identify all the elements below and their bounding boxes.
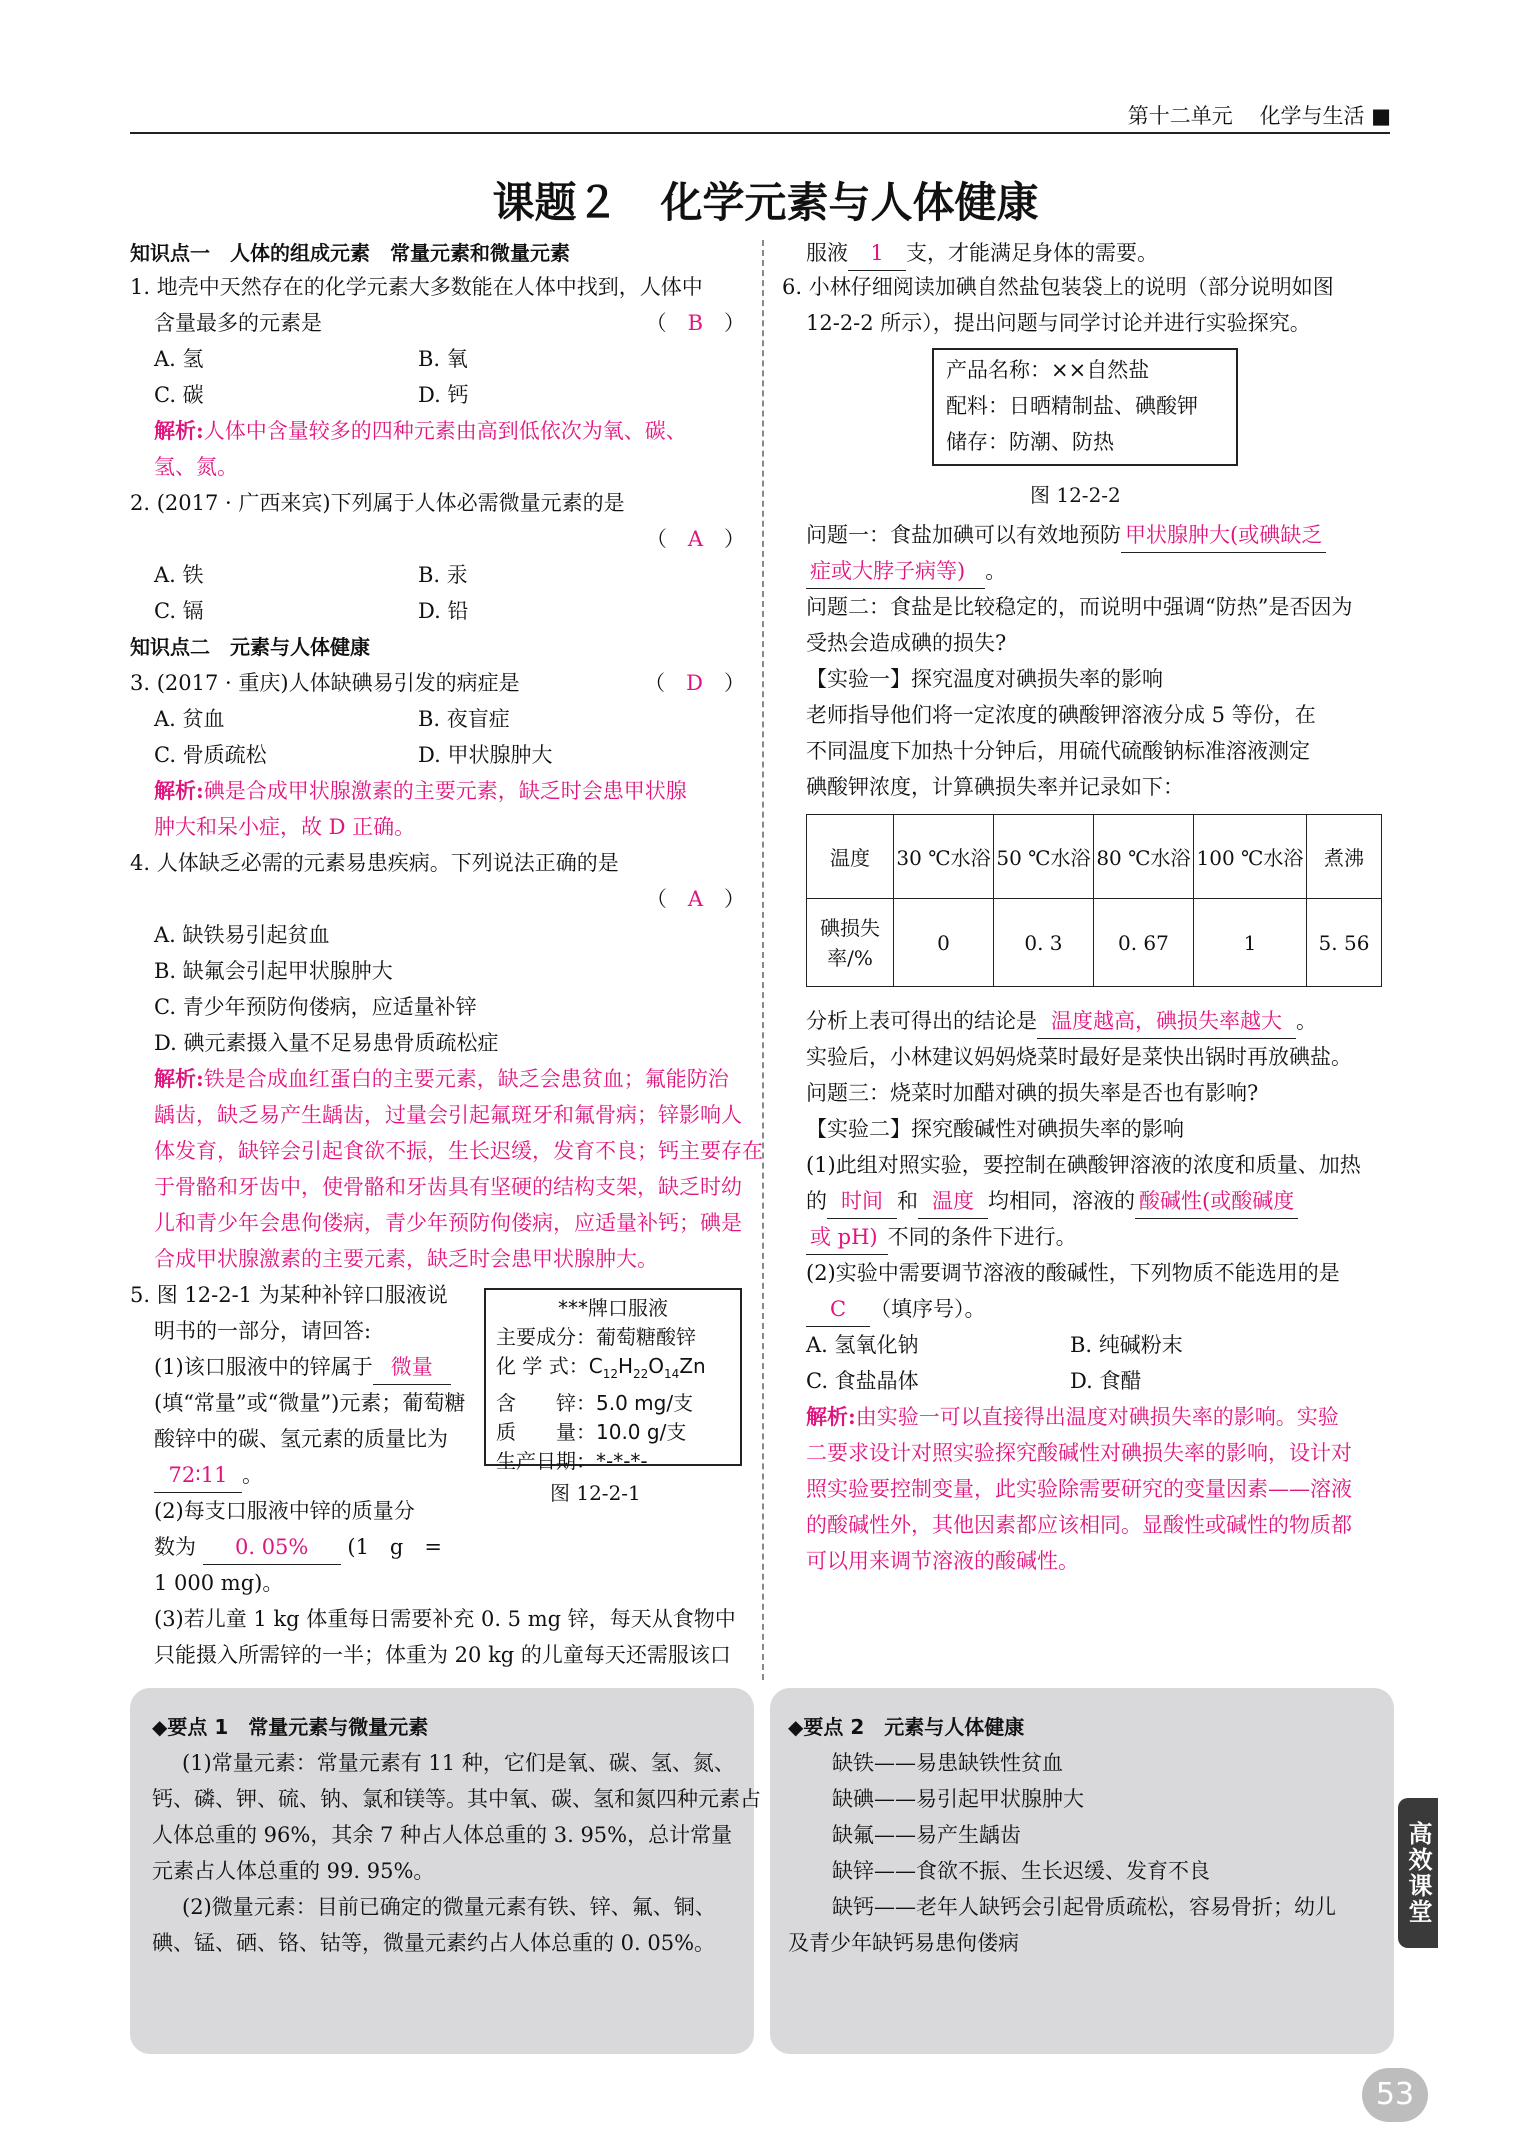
q4-explanation-label: 解析: bbox=[154, 1066, 204, 1091]
key-point-2-line1: 缺铁——易患缺铁性贫血 bbox=[832, 1751, 1063, 1775]
q4-explanation-line5: 儿和青少年会患佝偻病，青少年预防佝偻病，应适量补钙；碘是 bbox=[154, 1211, 742, 1235]
conclusion-answer: 温度越高，碘损失率越大 bbox=[1037, 1004, 1296, 1039]
q5-part1-line2: (填“常量”或“微量”)元素；葡萄糖 bbox=[154, 1391, 466, 1415]
q6-stem-line2: 12-2-2 所示），提出问题与同学讨论并进行实验探究。 bbox=[806, 311, 1311, 335]
q3-option-b: B. 夜盲症 bbox=[418, 707, 510, 731]
page-number-text: 53 bbox=[1375, 2077, 1415, 2112]
exp2-option-c: C. 食盐晶体 bbox=[806, 1369, 919, 1393]
oral-liquid-label-box bbox=[484, 1288, 742, 1473]
iodine-loss-table bbox=[806, 814, 1382, 987]
salt-label-row3: 储存：防潮、防热 bbox=[946, 430, 1114, 454]
table-row bbox=[807, 899, 1382, 987]
experiment-one-line3: 碘酸钾浓度，计算碘损失率并记录如下： bbox=[806, 775, 1184, 799]
header-unit: 第十二单元 bbox=[1127, 104, 1233, 128]
q1-option-c: C. 碳 bbox=[154, 383, 204, 407]
q5-answer-3: 0. 05% bbox=[203, 1530, 341, 1565]
problem-one-answer-part2: 症或大脖子病等) bbox=[806, 554, 985, 589]
q4-option-a: A. 缺铁易引起贫血 bbox=[154, 923, 330, 947]
label-box-formula-a: 化 学 式：C bbox=[496, 1354, 603, 1378]
q5-part1-line3: 酸锌中的碳、氢元素的质量比为 bbox=[154, 1427, 448, 1451]
conclusion-text: 分析上表可得出的结论是 bbox=[806, 1009, 1037, 1033]
q6-explanation-line3: 照实验要控制变量，此实验除需要研究的变量因素——溶液 bbox=[806, 1477, 1352, 1501]
q5-part3-line1: (3)若儿童 1 kg 体重每日需要补充 0. 5 mg 锌，每天从食物中 bbox=[154, 1607, 736, 1631]
q3-explanation-line1 bbox=[154, 774, 687, 808]
q2-answer: A bbox=[687, 527, 703, 551]
table-row-label-line2: 率/% bbox=[827, 945, 873, 970]
q4-stem: 4. 人体缺乏必需的元素易患疾病。下列说法正确的是 bbox=[130, 851, 619, 875]
exp2-option-a: A. 氢氧化钠 bbox=[806, 1333, 919, 1357]
q5-line1: 5. 图 12-2-1 为某种补锌口服液说 bbox=[130, 1283, 448, 1307]
experiment-two-line1: (1)此组对照实验，要控制在碘酸钾溶液的浓度和质量、加热 bbox=[806, 1153, 1361, 1177]
table-header-30: 30 ℃水浴 bbox=[894, 815, 994, 899]
q6-explanation-line2: 二要求设计对照实验探究酸碱性对碘损失率的影响，设计对 bbox=[806, 1441, 1352, 1465]
q4-explanation-line2: 龋齿，缺乏易产生龋齿，过量会引起氟斑牙和氟骨病；锌影响人 bbox=[154, 1103, 742, 1127]
conclusion-end: 。 bbox=[1296, 1009, 1317, 1033]
q2-answer-bracket: （ A ） bbox=[645, 527, 745, 551]
label-box-row1: 主要成分：葡萄糖酸锌 bbox=[496, 1325, 696, 1349]
exp2-text-5: （填序号）。 bbox=[870, 1297, 986, 1321]
q6-explanation-line4: 的酸碱性外，其他因素都应该相同。显酸性或碱性的物质都 bbox=[806, 1513, 1352, 1537]
q2-option-d: D. 铅 bbox=[418, 599, 469, 623]
side-tab bbox=[1398, 1798, 1438, 1948]
side-tab-label: 高效课堂 bbox=[1404, 1821, 1432, 1925]
q3-explanation-line2: 肿大和呆小症，故 D 正确。 bbox=[154, 815, 416, 839]
problem-one-text: 问题一：食盐加碘可以有效地预防 bbox=[806, 523, 1121, 547]
exp2-text-3: 均相同，溶液的 bbox=[988, 1189, 1135, 1213]
label-box-row3: 含 锌：5.0 mg/支 bbox=[496, 1391, 694, 1415]
label-box-title: ***牌口服液 bbox=[558, 1296, 668, 1320]
q4-option-b: B. 缺氟会引起甲状腺肿大 bbox=[154, 959, 393, 983]
table-header-boiling: 煮沸 bbox=[1307, 815, 1382, 899]
experiment-two-line3 bbox=[806, 1220, 1077, 1255]
q6-explanation-text1: 由实验一可以直接得出温度对碘损失率的影响。实验 bbox=[855, 1405, 1339, 1429]
table-cell: 0. 67 bbox=[1093, 899, 1193, 987]
column-divider bbox=[762, 240, 764, 1680]
exp2-text-4: 不同的条件下进行。 bbox=[887, 1225, 1077, 1249]
table-header-row bbox=[807, 815, 1382, 899]
q1-option-a: A. 氢 bbox=[154, 347, 204, 371]
exp2-answer-c: C bbox=[806, 1292, 870, 1327]
key-point-box-2 bbox=[770, 1688, 1394, 2054]
experiment-one-title: 【实验一】探究温度对碘损失率的影响 bbox=[806, 667, 1163, 691]
q2-option-c: C. 镉 bbox=[154, 599, 204, 623]
salt-label-box bbox=[932, 348, 1238, 466]
knowledge-point-1: 知识点一 人体的组成元素 常量元素和微量元素 bbox=[130, 241, 570, 265]
problem-one-answer-part1: 甲状腺肿大(或碘缺乏 bbox=[1121, 518, 1326, 553]
q4-option-c: C. 青少年预防佝偻病，应适量补锌 bbox=[154, 995, 477, 1019]
problem-two-line2: 受热会造成碘的损失? bbox=[806, 631, 1007, 655]
q1-answer-bracket: （ B ） bbox=[645, 311, 745, 335]
experiment-two-line2 bbox=[806, 1184, 1298, 1219]
q5-part2-line2 bbox=[154, 1530, 442, 1565]
q5-part3-continued bbox=[806, 236, 1158, 271]
table-cell: 0. 3 bbox=[993, 899, 1093, 987]
q2-option-b: B. 汞 bbox=[418, 563, 468, 587]
key-point-1-line2: 钙、磷、钾、硫、钠、氯和镁等。其中氧、碳、氢和氮四种元素占 bbox=[152, 1787, 761, 1811]
label-box-row5: 生产日期：*-*-*- bbox=[496, 1449, 648, 1473]
q1-option-b: B. 氧 bbox=[418, 347, 468, 371]
key-point-2-line5: 缺钙——老年人缺钙会引起骨质疏松，容易骨折；幼儿 bbox=[832, 1895, 1336, 1919]
key-point-2-line4: 缺锌——食欲不振、生长迟缓、发育不良 bbox=[832, 1859, 1210, 1883]
q5-line2: 明书的一部分，请回答: bbox=[154, 1319, 372, 1343]
key-point-2-line2: 缺碘——易引起甲状腺肿大 bbox=[832, 1787, 1084, 1811]
header-rule bbox=[130, 132, 1390, 134]
q3-explanation-label: 解析: bbox=[154, 778, 204, 803]
q3-option-c: C. 骨质疏松 bbox=[154, 743, 267, 767]
q3-stem: 3. (2017 · 重庆)人体缺碘易引发的病症是 bbox=[130, 671, 520, 695]
q3-option-a: A. 贫血 bbox=[154, 707, 225, 731]
exp2-answer-time: 时间 bbox=[827, 1184, 897, 1219]
header-subject: 化学与生活 bbox=[1259, 104, 1365, 128]
problem-one-line1 bbox=[806, 518, 1326, 553]
q4-explanation-text1: 铁是合成血红蛋白的主要元素，缺乏会患贫血；氟能防治 bbox=[203, 1067, 729, 1091]
problem-one-line2 bbox=[806, 554, 1006, 589]
problem-two-line1: 问题二：食盐是比较稳定的，而说明中强调“防热”是否因为 bbox=[806, 595, 1353, 619]
key-point-2-line3: 缺氟——易产生龋齿 bbox=[832, 1823, 1021, 1847]
q5-part1-text-a: (1)该口服液中的锌属于 bbox=[154, 1355, 373, 1379]
q5-part1-line1 bbox=[154, 1350, 451, 1385]
figure-caption-12-2-1: 图 12-2-1 bbox=[550, 1481, 641, 1505]
salt-label-row2: 配料：日晒精制盐、碘酸钾 bbox=[946, 394, 1198, 418]
page-number bbox=[1362, 2068, 1428, 2122]
problem-three-line: 问题三：烧菜时加醋对碘的损失率是否也有影响? bbox=[806, 1081, 1259, 1105]
key-point-1-line5: (2)微量元素：目前已确定的微量元素有铁、锌、氟、铜、 bbox=[182, 1895, 716, 1919]
q1-explanation-text1: 人体中含量较多的四种元素由高到低依次为氧、碳、 bbox=[203, 419, 687, 443]
q4-explanation-line6: 合成甲状腺激素的主要元素，缺乏时会患甲状腺肿大。 bbox=[154, 1247, 658, 1271]
key-point-1-line4: 元素占人体总重的 99. 95%。 bbox=[152, 1859, 435, 1883]
exp2-text-2: 和 bbox=[897, 1189, 918, 1213]
q6-explanation-label: 解析: bbox=[806, 1404, 856, 1429]
experiment-one-line1: 老师指导他们将一定浓度的碘酸钾溶液分成 5 等份，在 bbox=[806, 703, 1316, 727]
q4-option-d: D. 碘元素摄入量不足易患骨质疏松症 bbox=[154, 1031, 499, 1055]
q5-part1-text-d: 。 bbox=[242, 1463, 263, 1487]
q1-explanation-line2: 氢、氮。 bbox=[154, 455, 238, 479]
key-point-2-line6: 及青少年缺钙易患佝偻病 bbox=[788, 1931, 1019, 1955]
label-box-formula-b: Zn bbox=[679, 1354, 706, 1378]
q1-explanation-line1 bbox=[154, 414, 687, 448]
knowledge-point-2: 知识点二 元素与人体健康 bbox=[130, 635, 370, 659]
experiment-one-line2: 不同温度下加热十分钟后，用硫代硫酸钠标准溶液测定 bbox=[806, 739, 1310, 763]
q5-part2-line1: (2)每支口服液中锌的质量分 bbox=[154, 1499, 415, 1523]
q6-stem-line1: 6. 小林仔细阅读加碘自然盐包装袋上的说明（部分说明如图 bbox=[782, 275, 1334, 299]
q6-explanation-line1 bbox=[806, 1400, 1339, 1434]
q5-answer-4: 1 bbox=[848, 236, 906, 271]
table-header-100: 100 ℃水浴 bbox=[1193, 815, 1306, 899]
q3-option-d: D. 甲状腺肿大 bbox=[418, 743, 553, 767]
q3-answer: D bbox=[686, 671, 703, 695]
q5-part3-text-b: 支，才能满足身体的需要。 bbox=[906, 241, 1158, 265]
exp2-option-d: D. 食醋 bbox=[1070, 1369, 1142, 1393]
q5-answer-1: 微量 bbox=[373, 1350, 451, 1385]
running-header bbox=[1128, 100, 1391, 130]
page-title: 课题２ 化学元素与人体健康 bbox=[492, 178, 1039, 227]
q6-explanation-line5: 可以用来调节溶液的酸碱性。 bbox=[806, 1549, 1079, 1573]
q3-answer-bracket: （ D ） bbox=[644, 671, 745, 695]
exp2-answer-acidity-cont: 或 pH) bbox=[806, 1220, 888, 1255]
table-header-80: 80 ℃水浴 bbox=[1093, 815, 1193, 899]
q4-explanation-line3: 体发育，缺锌会引起食欲不振，生长迟缓，发育不良；钙主要存在 bbox=[154, 1139, 763, 1163]
key-point-box-1 bbox=[130, 1688, 761, 2054]
q4-answer: A bbox=[687, 887, 703, 911]
q5-part1-line4 bbox=[154, 1458, 263, 1493]
q1-option-d: D. 钙 bbox=[418, 383, 469, 407]
suggestion-line: 实验后，小林建议妈妈烧菜时最好是菜快出锅时再放碘盐。 bbox=[806, 1045, 1352, 1069]
q5-part3-text-a: 服液 bbox=[806, 241, 848, 265]
q4-answer-bracket: （ A ） bbox=[645, 887, 745, 911]
figure-caption-12-2-2: 图 12-2-2 bbox=[1030, 483, 1121, 507]
exp2-answer-acidity: 酸碱性(或酸碱度 bbox=[1135, 1184, 1298, 1219]
table-cell: 0 bbox=[894, 899, 994, 987]
header-square-icon: ■ bbox=[1371, 104, 1391, 128]
key-point-1-line1: (1)常量元素：常量元素有 11 种，它们是氧、碳、氢、氮、 bbox=[182, 1751, 735, 1775]
key-point-1-line3: 人体总重的 96%，其余 7 种占人体总重的 3. 95%，总计常量 bbox=[152, 1823, 733, 1847]
label-box-row4: 质 量：10.0 g/支 bbox=[496, 1420, 687, 1444]
right-column bbox=[782, 236, 1400, 1686]
table-header-temperature: 温度 bbox=[807, 815, 894, 899]
q2-option-a: A. 铁 bbox=[154, 563, 204, 587]
table-row-label bbox=[807, 899, 894, 987]
left-column bbox=[130, 236, 763, 1686]
q4-explanation-line1 bbox=[154, 1062, 729, 1096]
q4-explanation-line4: 于骨骼和牙齿中，使骨骼和牙齿具有坚硬的结构支架，缺乏时幼 bbox=[154, 1175, 742, 1199]
q5-part2-text-b: 数为 bbox=[154, 1535, 196, 1559]
q1-stem-line1: 1. 地壳中天然存在的化学元素大多数能在人体中找到，人体中 bbox=[130, 275, 703, 299]
label-box-row2: 化 学 式：$C_{12}H_{22}O_{14}Zn$ bbox=[496, 1354, 706, 1381]
experiment-two-line5 bbox=[806, 1292, 986, 1327]
exp2-option-b: B. 纯碱粉末 bbox=[1070, 1333, 1183, 1357]
key-point-1-title: ◆要点 1 常量元素与微量元素 bbox=[152, 1715, 429, 1739]
salt-label-row1: 产品名称：××自然盐 bbox=[946, 358, 1150, 382]
q1-explanation-label: 解析: bbox=[154, 418, 204, 443]
q5-part2-line3: 1 000 mg)。 bbox=[154, 1571, 284, 1595]
q5-answer-2: 72∶11 bbox=[154, 1458, 242, 1493]
table-cell: 1 bbox=[1193, 899, 1306, 987]
exp2-text-1: 的 bbox=[806, 1189, 827, 1213]
key-point-1-line6: 碘、锰、硒、铬、钴等，微量元素约占人体总重的 0. 05%。 bbox=[152, 1931, 716, 1955]
table-header-50: 50 ℃水浴 bbox=[993, 815, 1093, 899]
q5-part3-line2: 只能摄入所需锌的一半；体重为 20 kg 的儿童每天还需服该口 bbox=[154, 1643, 731, 1667]
q3-explanation-text1: 碘是合成甲状腺激素的主要元素，缺乏时会患甲状腺 bbox=[203, 779, 687, 803]
key-point-2-title: ◆要点 2 元素与人体健康 bbox=[788, 1715, 1025, 1739]
experiment-two-title: 【实验二】探究酸碱性对碘损失率的影响 bbox=[806, 1117, 1184, 1141]
q2-stem: 2. (2017 · 广西来宾)下列属于人体必需微量元素的是 bbox=[130, 491, 625, 515]
q5-part2-text-c: (1 g = bbox=[347, 1535, 442, 1559]
conclusion-line bbox=[806, 1004, 1317, 1039]
table-row-label-line1: 碘损失 bbox=[820, 915, 880, 940]
q1-stem-line2: 含量最多的元素是 bbox=[154, 311, 322, 335]
q1-answer: B bbox=[687, 311, 703, 335]
problem-one-end: 。 bbox=[985, 559, 1007, 583]
exp2-answer-temperature: 温度 bbox=[918, 1184, 988, 1219]
table-cell: 5. 56 bbox=[1307, 899, 1382, 987]
experiment-two-line4: (2)实验中需要调节溶液的酸碱性，下列物质不能选用的是 bbox=[806, 1261, 1340, 1285]
